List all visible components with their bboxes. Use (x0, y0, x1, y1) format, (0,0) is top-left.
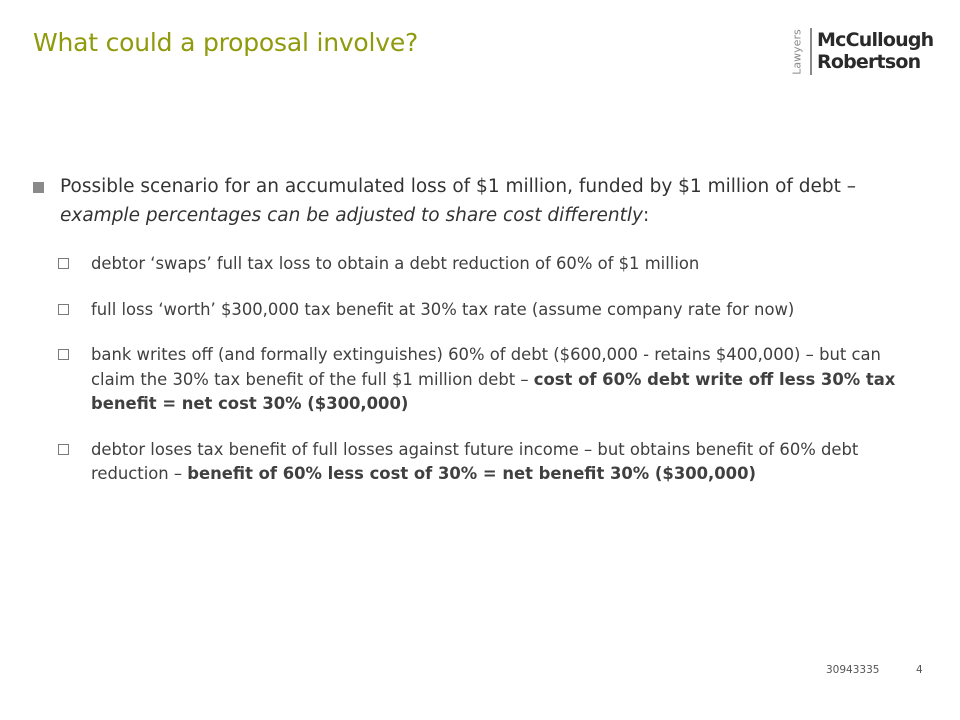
checkbox-bullet-icon (58, 304, 69, 315)
sub-bullet-list (58, 252, 928, 487)
logo-line-1: McCullough (817, 29, 934, 51)
footer-document-id: 30943335 (826, 664, 880, 676)
logo-side-text: Lawyers (790, 29, 804, 75)
square-bullet-icon (33, 182, 44, 193)
slide-content (33, 172, 928, 508)
logo-side-label (790, 27, 804, 77)
sub-bullet-item (58, 343, 928, 417)
footer-page-number: 4 (916, 664, 923, 676)
logo-line-2: Robertson (817, 51, 921, 73)
checkbox-bullet-icon (58, 349, 69, 360)
sub-bullet-bold: cost of 60% debt write off less 30% tax benefit = net cost 30% ($300,000) (91, 369, 896, 413)
checkbox-bullet-icon (58, 258, 69, 269)
sub-bullet-text: debtor loses tax benefit of full losses against future income – but obtains benefit of 60% debt reduction – (91, 439, 859, 483)
sub-bullet-item (58, 438, 928, 487)
sub-bullet-item (58, 298, 928, 323)
slide-title: What could a proposal involve? (33, 28, 419, 57)
main-bullet-text: Possible scenario for an accumulated loss of $1 million, funded by $1 million of debt – (60, 176, 857, 197)
main-bullet (33, 172, 928, 230)
sub-bullet-item (58, 252, 928, 277)
company-logo (790, 27, 934, 77)
checkbox-bullet-icon (58, 444, 69, 455)
sub-bullet-text: bank writes off (and formally extinguishes) 60% of debt ($600,000 - retains $400,000) – but can claim the 30% tax benefit of the full $1 million debt – (91, 345, 881, 389)
sub-bullet-bold: benefit of 60% less cost of 30% = net benefit 30% ($300,000) (187, 464, 756, 483)
logo-divider (810, 28, 812, 75)
main-bullet-italic: example percentages can be adjusted to share cost differently (60, 205, 643, 226)
sub-bullet-text: debtor ‘swaps’ full tax loss to obtain a debt reduction of 60% of $1 million (91, 254, 700, 273)
sub-bullet-text: full loss ‘worth’ $300,000 tax benefit at 30% tax rate (assume company rate for now) (91, 299, 795, 319)
main-bullet-end: : (643, 205, 650, 226)
